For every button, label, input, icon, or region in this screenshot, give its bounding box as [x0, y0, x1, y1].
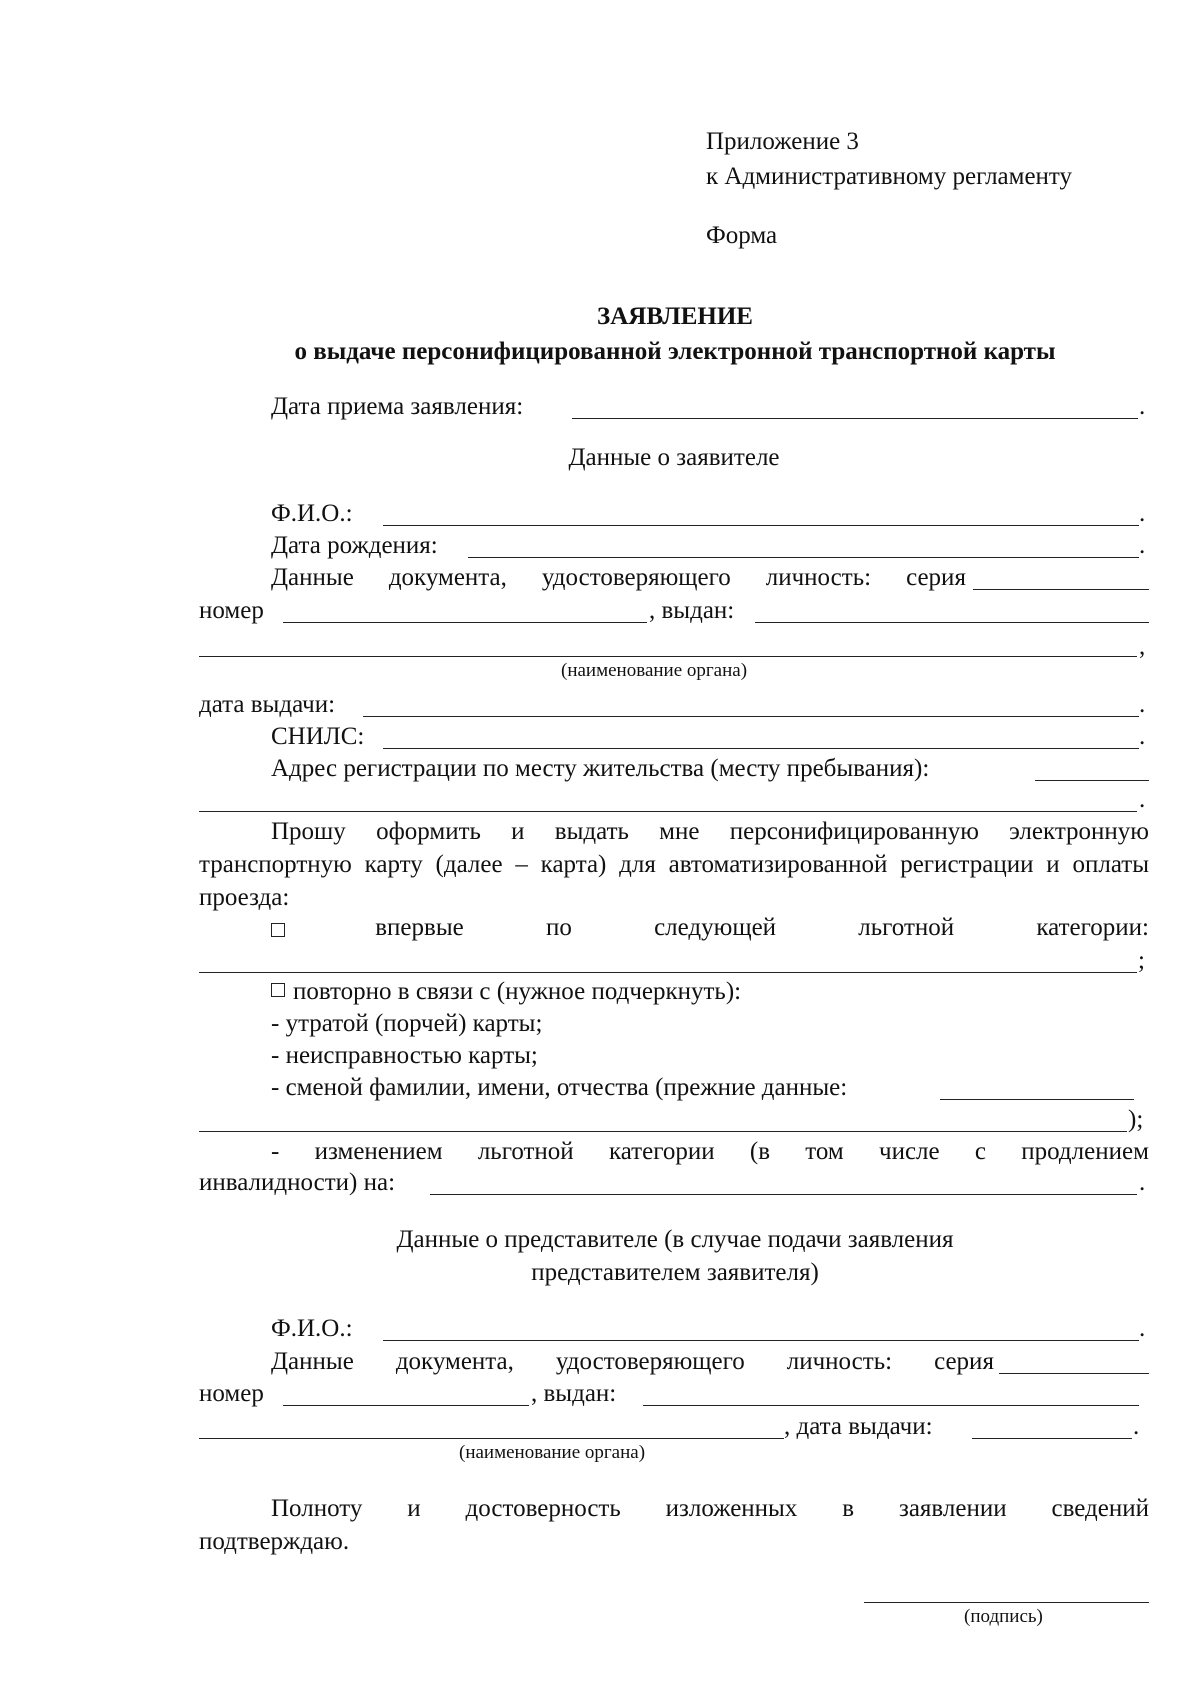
- punct: .: [1139, 1315, 1146, 1342]
- checkbox-first-time[interactable]: [271, 923, 285, 937]
- id-issued-by-field[interactable]: [755, 622, 1149, 623]
- id-authority-field[interactable]: [199, 656, 1137, 657]
- address-field[interactable]: [1035, 780, 1149, 781]
- word: Полноту: [271, 1495, 363, 1522]
- id-series-field[interactable]: [973, 589, 1149, 590]
- word: по: [545, 914, 572, 941]
- snils-label: СНИЛС:: [271, 723, 365, 750]
- word: удостоверяющего: [555, 1348, 745, 1375]
- rep-id-document-label: [271, 1347, 994, 1377]
- rep-issue-date-field[interactable]: [972, 1438, 1132, 1439]
- rep-fio-field[interactable]: [383, 1340, 1139, 1341]
- reason-fault: - неисправностью карты;: [271, 1042, 538, 1069]
- word: (в: [749, 1138, 771, 1165]
- punct: );: [1128, 1106, 1144, 1133]
- new-category-field[interactable]: [430, 1194, 1137, 1195]
- representative-heading-line1: Данные о представителе (в случае подачи заявления: [396, 1226, 954, 1253]
- word: числе: [879, 1138, 940, 1165]
- word: изложенных: [665, 1495, 798, 1522]
- rep-authority-caption: (наименование органа): [459, 1442, 646, 1463]
- word: документа,: [388, 564, 507, 591]
- punct: .: [1139, 1169, 1146, 1196]
- previous-data-field[interactable]: [940, 1099, 1134, 1100]
- previous-data-field-line2[interactable]: [199, 1131, 1127, 1132]
- reason-category-change: [271, 1137, 1149, 1167]
- word: личность:: [786, 1348, 893, 1375]
- rep-id-number-field[interactable]: [283, 1405, 529, 1406]
- rep-authority-field[interactable]: [199, 1438, 784, 1439]
- word: заявлении: [898, 1495, 1007, 1522]
- fio-field[interactable]: [383, 525, 1139, 526]
- confirmation-line2: подтверждаю.: [199, 1528, 350, 1555]
- id-number-label: номер: [199, 597, 264, 624]
- signature-caption: (подпись): [964, 1606, 1043, 1627]
- birth-date-field[interactable]: [468, 557, 1139, 558]
- id-document-label: [271, 563, 966, 593]
- birth-date-label: Дата рождения:: [271, 532, 438, 559]
- rep-issue-date-label: , дата выдачи:: [784, 1413, 933, 1440]
- word: том: [805, 1138, 844, 1165]
- fio-label: Ф.И.О.:: [271, 500, 353, 527]
- punct: ,: [1139, 633, 1146, 660]
- rep-fio-label: Ф.И.О.:: [271, 1315, 353, 1342]
- word: льготной: [477, 1138, 574, 1165]
- word: категории:: [1036, 914, 1149, 941]
- request-paragraph: [199, 815, 1149, 914]
- word: изменением: [314, 1138, 443, 1165]
- punct: .: [1139, 393, 1146, 420]
- word: личность:: [765, 564, 872, 591]
- word: серия: [934, 1348, 994, 1375]
- document-subtitle: о выдаче персонифицированной электронной транспортной карты: [294, 338, 1056, 365]
- punct: .: [1133, 1413, 1140, 1440]
- receipt-date-label: Дата приема заявления:: [271, 393, 524, 420]
- issue-date-field[interactable]: [363, 716, 1139, 717]
- word: и: [407, 1495, 421, 1522]
- signature-field[interactable]: [864, 1602, 1149, 1603]
- rep-id-series-field[interactable]: [999, 1373, 1149, 1374]
- address-label: Адрес регистрации по месту жительства (месту пребывания):: [271, 755, 930, 782]
- reason-name-change: - сменой фамилии, имени, отчества (прежние данные:: [271, 1074, 848, 1101]
- word: следующей: [654, 914, 777, 941]
- request-text: Прошу оформить и выдать мне персонифицированную электронную транспортную карту (далее – карта) для автоматизированной регистрации и оплаты проезда:: [199, 818, 1149, 911]
- representative-heading-line2: представителем заявителя): [531, 1259, 819, 1286]
- punct: ;: [1138, 947, 1145, 974]
- word: документа,: [395, 1348, 514, 1375]
- word: -: [271, 1138, 280, 1165]
- option-repeat: [271, 977, 741, 1007]
- form-label: Форма: [706, 222, 778, 249]
- word: сведений: [1051, 1495, 1149, 1522]
- option-first-time: [271, 913, 1149, 943]
- confirmation-line1: [271, 1494, 1149, 1524]
- punct: .: [1139, 500, 1146, 527]
- checkbox-repeat[interactable]: [271, 983, 285, 997]
- punct: .: [1139, 723, 1146, 750]
- word: категории: [608, 1138, 715, 1165]
- word: в: [842, 1495, 855, 1522]
- receipt-date-field[interactable]: [572, 418, 1138, 419]
- rep-id-issued-label: , выдан:: [531, 1380, 617, 1407]
- annex-regulation: к Административному регламенту: [706, 163, 1073, 190]
- reason-category-line2: инвалидности) на:: [199, 1169, 396, 1196]
- word: впервые: [375, 914, 464, 941]
- id-number-field[interactable]: [283, 622, 647, 623]
- id-issued-label: , выдан:: [649, 597, 735, 624]
- word: достоверность: [465, 1495, 621, 1522]
- applicant-heading: Данные о заявителе: [568, 444, 780, 471]
- repeat-label: повторно в связи с (нужное подчеркнуть):: [293, 978, 742, 1005]
- word: серия: [906, 564, 966, 591]
- punct: .: [1139, 691, 1146, 718]
- word: продлением: [1021, 1138, 1149, 1165]
- authority-caption: (наименование органа): [561, 660, 748, 681]
- word: с: [974, 1138, 986, 1165]
- annex-number: Приложение 3: [706, 128, 859, 155]
- word: удостоверяющего: [541, 564, 731, 591]
- issue-date-label: дата выдачи:: [199, 691, 336, 718]
- benefit-category-field[interactable]: [199, 972, 1137, 973]
- snils-field[interactable]: [383, 748, 1139, 749]
- punct: .: [1139, 786, 1146, 813]
- punct: .: [1139, 532, 1146, 559]
- document-title: ЗАЯВЛЕНИЕ: [597, 303, 753, 330]
- word: Данные: [271, 564, 354, 591]
- address-field-line2[interactable]: [199, 811, 1137, 812]
- reason-loss: - утратой (порчей) карты;: [271, 1010, 543, 1037]
- word: Данные: [271, 1348, 354, 1375]
- word: льготной: [858, 914, 955, 941]
- rep-id-number-label: номер: [199, 1380, 264, 1407]
- rep-id-issued-by-field[interactable]: [643, 1405, 1139, 1406]
